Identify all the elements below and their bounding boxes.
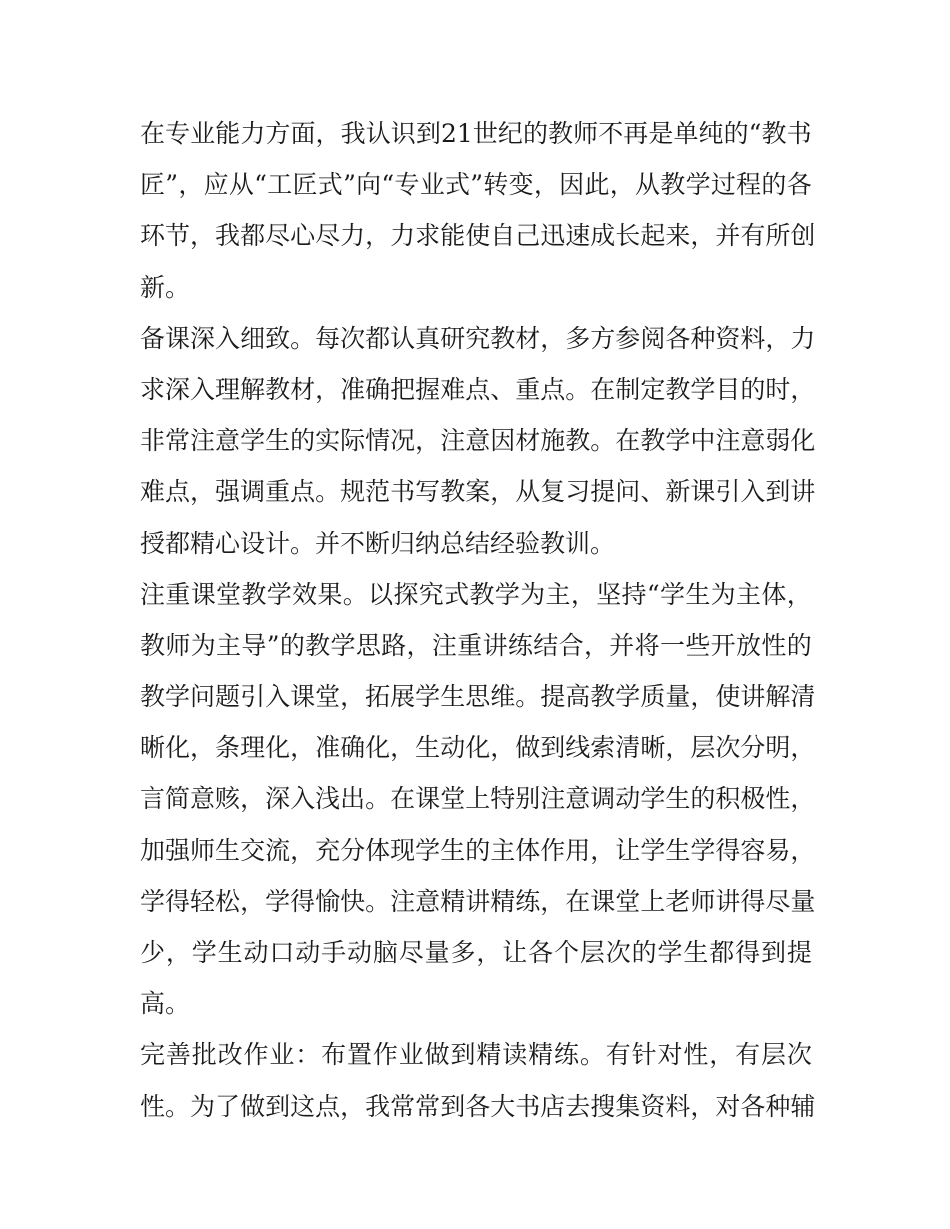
text-line: 高。 bbox=[140, 989, 191, 1019]
text-line: 教 学 问 题 引 入 课 堂 ， 拓 展 学 生 思 维 。 提 高 教 学 质 量 ， 使 讲 解 清 bbox=[140, 682, 816, 712]
text-line: 言 简 意 赅 ， 深 入 浅 出 。 在 课 堂 上 特 别 注 意 调 动 学 生 的 积 极 性 ， bbox=[140, 784, 816, 814]
text-line: 环 节 ， 我 都 尽 心 尽 力 ， 力 求 能 使 自 己 迅 速 成 长 起 来 ， 并 有 所 创 bbox=[140, 221, 816, 251]
text-line: 在 专 业 能 力 方 面 ， 我 认 识 到 21 世 纪 的 教 师 不 再 是 单 纯 的 “ 教 书 bbox=[140, 119, 812, 148]
text-line: 求 深 入 理 解 教 材 ， 准 确 把 握 难 点 、 重 点 。 在 制 定 教 学 目 的 时 ， bbox=[140, 374, 816, 404]
text-line: 非 常 注 意 学 生 的 实 际 情 况 ， 注 意 因 材 施 教 。 在 教 学 中 注 意 弱 化 bbox=[140, 426, 816, 456]
text-line: 少 ， 学 生 动 口 动 手 动 脑 尽 量 多 ， 让 各 个 层 次 的 学 生 都 得 到 提 bbox=[140, 938, 812, 967]
text-line: 备 课 深 入 细 致 。 每 次 都 认 真 研 究 教 材 ， 多 方 参 阅 各 种 资 料 ， 力 bbox=[140, 323, 816, 353]
text-line: 匠 ” ， 应 从 “ 工 匠 式 ” 向 “ 专 业 式 ” 转 变 ， 因 此 ， 从 教 学 过 程 的 各 bbox=[140, 170, 812, 200]
document-body bbox=[140, 108, 816, 1132]
text-line: 新。 bbox=[140, 272, 191, 302]
text-line: 加 强 师 生 交 流 ， 充 分 体 现 学 生 的 主 体 作 用 ， 让 学 生 学 得 容 易 ， bbox=[140, 835, 816, 865]
text-line: 授都精心设计。并不断归纳总结经验教训。 bbox=[140, 528, 616, 558]
text-line: 注 重 课 堂 教 学 效 果 。 以 探 究 式 教 学 为 主 ， 坚 持 “ 学 生 为 主 体 ， bbox=[140, 579, 812, 609]
text-line: 教 师 为 主 导 ” 的 教 学 思 路 ， 注 重 讲 练 结 合 ， 并 将 一 些 开 放 性 的 bbox=[140, 630, 812, 660]
text-line: 难 点 ， 强 调 重 点 。 规 范 书 写 教 案 ， 从 复 习 提 问 、 新 课 引 入 到 讲 bbox=[140, 477, 816, 507]
text-line: 学 得 轻 松 ， 学 得 愉 快 。 注 意 精 讲 精 练 ， 在 课 堂 上 老 师 讲 得 尽 量 bbox=[140, 886, 816, 916]
text-line: 晰 化 ， 条 理 化 ， 准 确 化 ， 生 动 化 ， 做 到 线 索 清 晰 ， 层 次 分 明 ， bbox=[140, 733, 816, 763]
text-line: 性 。 为 了 做 到 这 点 ， 我 常 常 到 各 大 书 店 去 搜 集 资 料 ， 对 各 种 辅 bbox=[140, 1091, 816, 1121]
text-line: 完 善 批 改 作 业 ： 布 置 作 业 做 到 精 读 精 练 。 有 针 对 性 ， 有 层 次 bbox=[140, 1040, 812, 1070]
